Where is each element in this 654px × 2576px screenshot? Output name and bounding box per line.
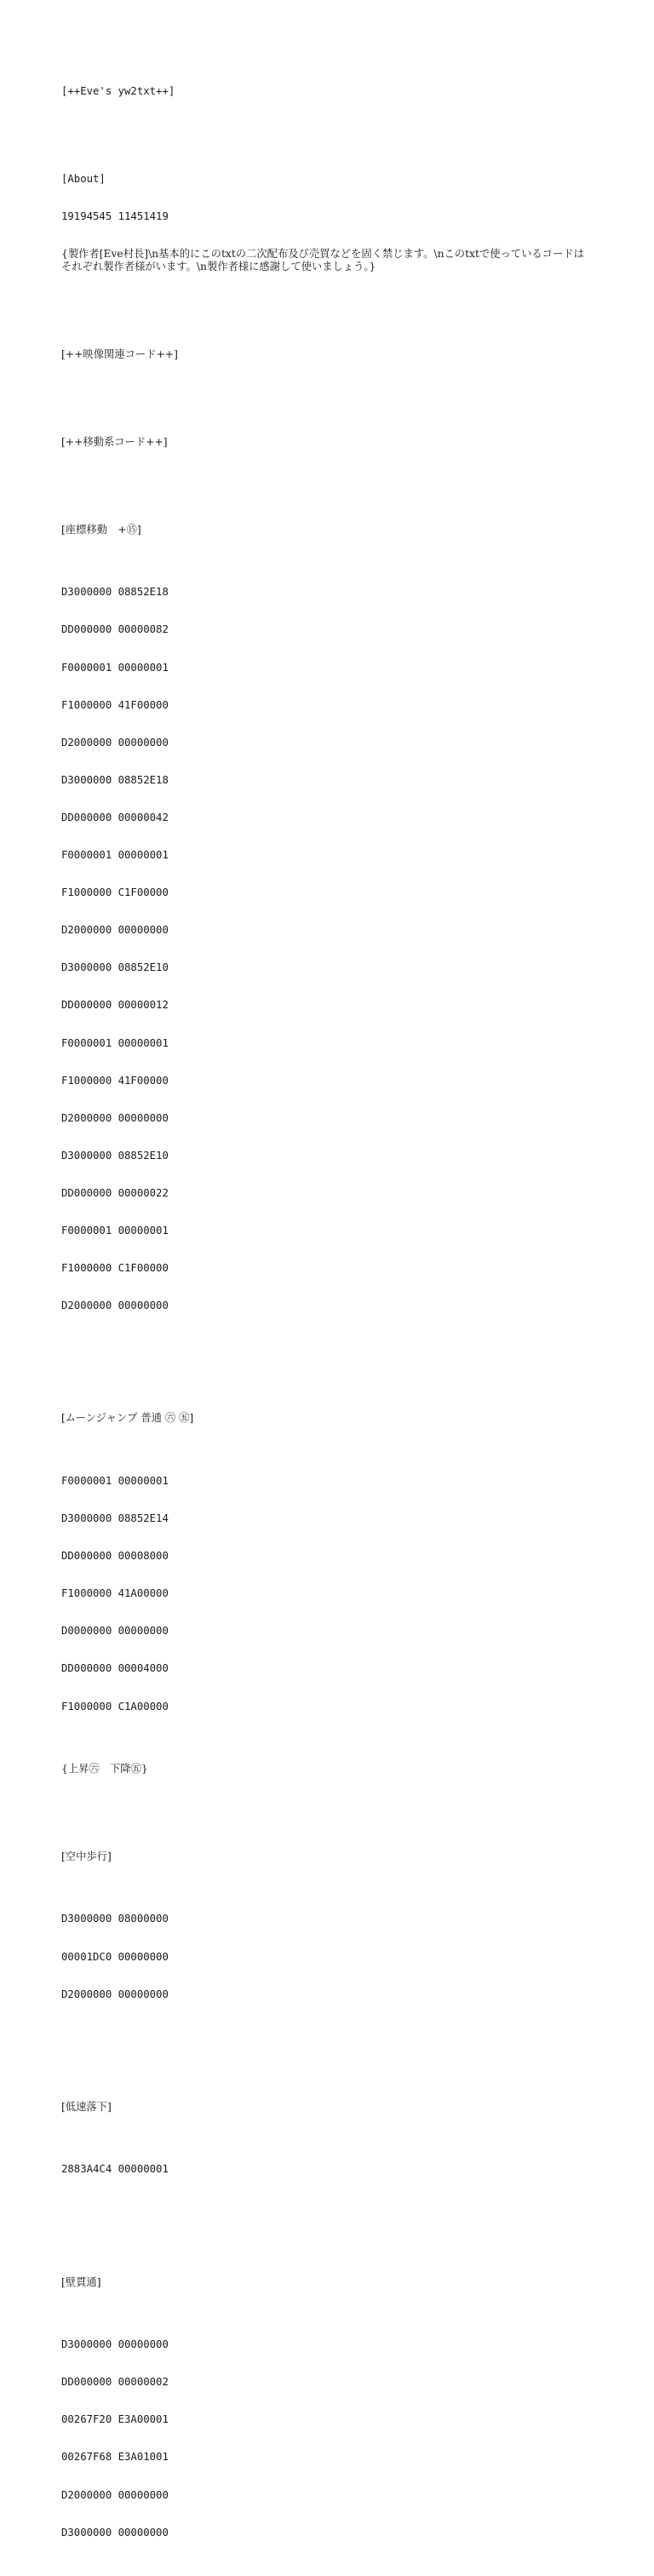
code-line: DD000000 00008000 xyxy=(61,1550,169,1563)
section-movement: [++移動系コード++] xyxy=(61,435,168,448)
code-line: DD000000 00004000 xyxy=(61,1662,169,1675)
code-line: F0000001 00000001 xyxy=(61,661,169,674)
code-line: F1000000 C1F00000 xyxy=(61,1262,169,1275)
code-line: DD000000 00000022 xyxy=(61,1186,169,1199)
code-line: D2000000 00000000 xyxy=(61,2488,169,2501)
spacer xyxy=(61,386,598,399)
wall-pass-code xyxy=(61,2314,598,2564)
spacer xyxy=(61,1800,598,1813)
code-line: F1000000 41F00000 xyxy=(61,1074,169,1087)
code-line: D2000000 00000000 xyxy=(61,1299,169,1312)
spacer xyxy=(61,1363,598,1375)
code-line: F1000000 41A00000 xyxy=(61,1587,169,1600)
section-video: [++映像関連コード++] xyxy=(61,348,178,361)
wall-pass-header: [壁貫通] xyxy=(61,2275,101,2288)
code-line: DD000000 00000012 xyxy=(61,999,169,1012)
about-id: 19194545 11451419 xyxy=(61,210,169,223)
code-line: 2883A4C4 00000001 xyxy=(61,2163,169,2176)
code-line: DD000000 00000002 xyxy=(61,2376,169,2389)
code-line: DD000000 00000042 xyxy=(61,811,169,823)
moon-jump-code xyxy=(61,1450,598,1738)
code-line: D3000000 08852E10 xyxy=(61,961,169,974)
spacer xyxy=(61,2226,598,2239)
code-line: F1000000 41F00000 xyxy=(61,698,169,711)
code-line: D3000000 08852E18 xyxy=(61,586,169,599)
code-line: D3000000 08852E10 xyxy=(61,1149,169,1162)
spacer xyxy=(61,298,598,311)
code-line: 00267F20 E3A00001 xyxy=(61,2413,169,2426)
about-header: [About] xyxy=(61,173,106,186)
code-line: D3000000 08852E14 xyxy=(61,1512,169,1525)
code-line: D2000000 00000000 xyxy=(61,1111,169,1124)
code-line: D0000000 00000000 xyxy=(61,1625,169,1638)
code-line: F0000001 00000001 xyxy=(61,1224,169,1236)
code-line: D2000000 00000000 xyxy=(61,1988,169,2000)
moon-jump-header: [ムーンジャンプ 普通 ㊅ ㊄] xyxy=(61,1412,194,1425)
coord-move-header: [座標移動 +⑮] xyxy=(61,523,141,536)
doc-title: [++Eve's yw2txt++] xyxy=(61,85,175,98)
code-line: D2000000 00000000 xyxy=(61,736,169,749)
code-line: 00267F68 E3A01001 xyxy=(61,2451,169,2464)
air-walk-header: [空中歩行] xyxy=(61,1850,112,1862)
code-line: 00001DC0 00000000 xyxy=(61,1950,169,1963)
code-line: F0000001 00000001 xyxy=(61,1036,169,1049)
spacer xyxy=(61,473,598,486)
coord-move-code xyxy=(61,561,598,1337)
code-line: F0000001 00000001 xyxy=(61,1474,169,1487)
spacer xyxy=(61,2051,598,2063)
code-line: D2000000 00000000 xyxy=(61,924,169,937)
moon-jump-note: {上昇㊅ 下降㊄} xyxy=(61,1763,148,1776)
code-line: D3000000 08000000 xyxy=(61,1913,169,1925)
about-notice: {製作者[Eve村長]\n基本的にこのtxtの二次配布及び売買などを固く禁じます。\nこのtxtで使っているコードはそれぞれ製作者様がいます。\n製作者様に感謝して使いましょう。} xyxy=(61,248,584,273)
slow-fall-header: [低速落下] xyxy=(61,2100,112,2113)
code-line: F0000001 00000001 xyxy=(61,849,169,862)
slow-fall-code xyxy=(61,2138,598,2201)
air-walk-code xyxy=(61,1888,598,2026)
code-line: F1000000 C1A00000 xyxy=(61,1700,169,1713)
code-line: D3000000 00000000 xyxy=(61,2338,169,2351)
code-line: DD000000 00000082 xyxy=(61,623,169,636)
code-line: D3000000 00000000 xyxy=(61,2526,169,2539)
document-body xyxy=(61,60,598,2576)
code-line: F1000000 C1F00000 xyxy=(61,886,169,899)
spacer xyxy=(61,123,598,136)
code-line: D3000000 08852E18 xyxy=(61,773,169,786)
